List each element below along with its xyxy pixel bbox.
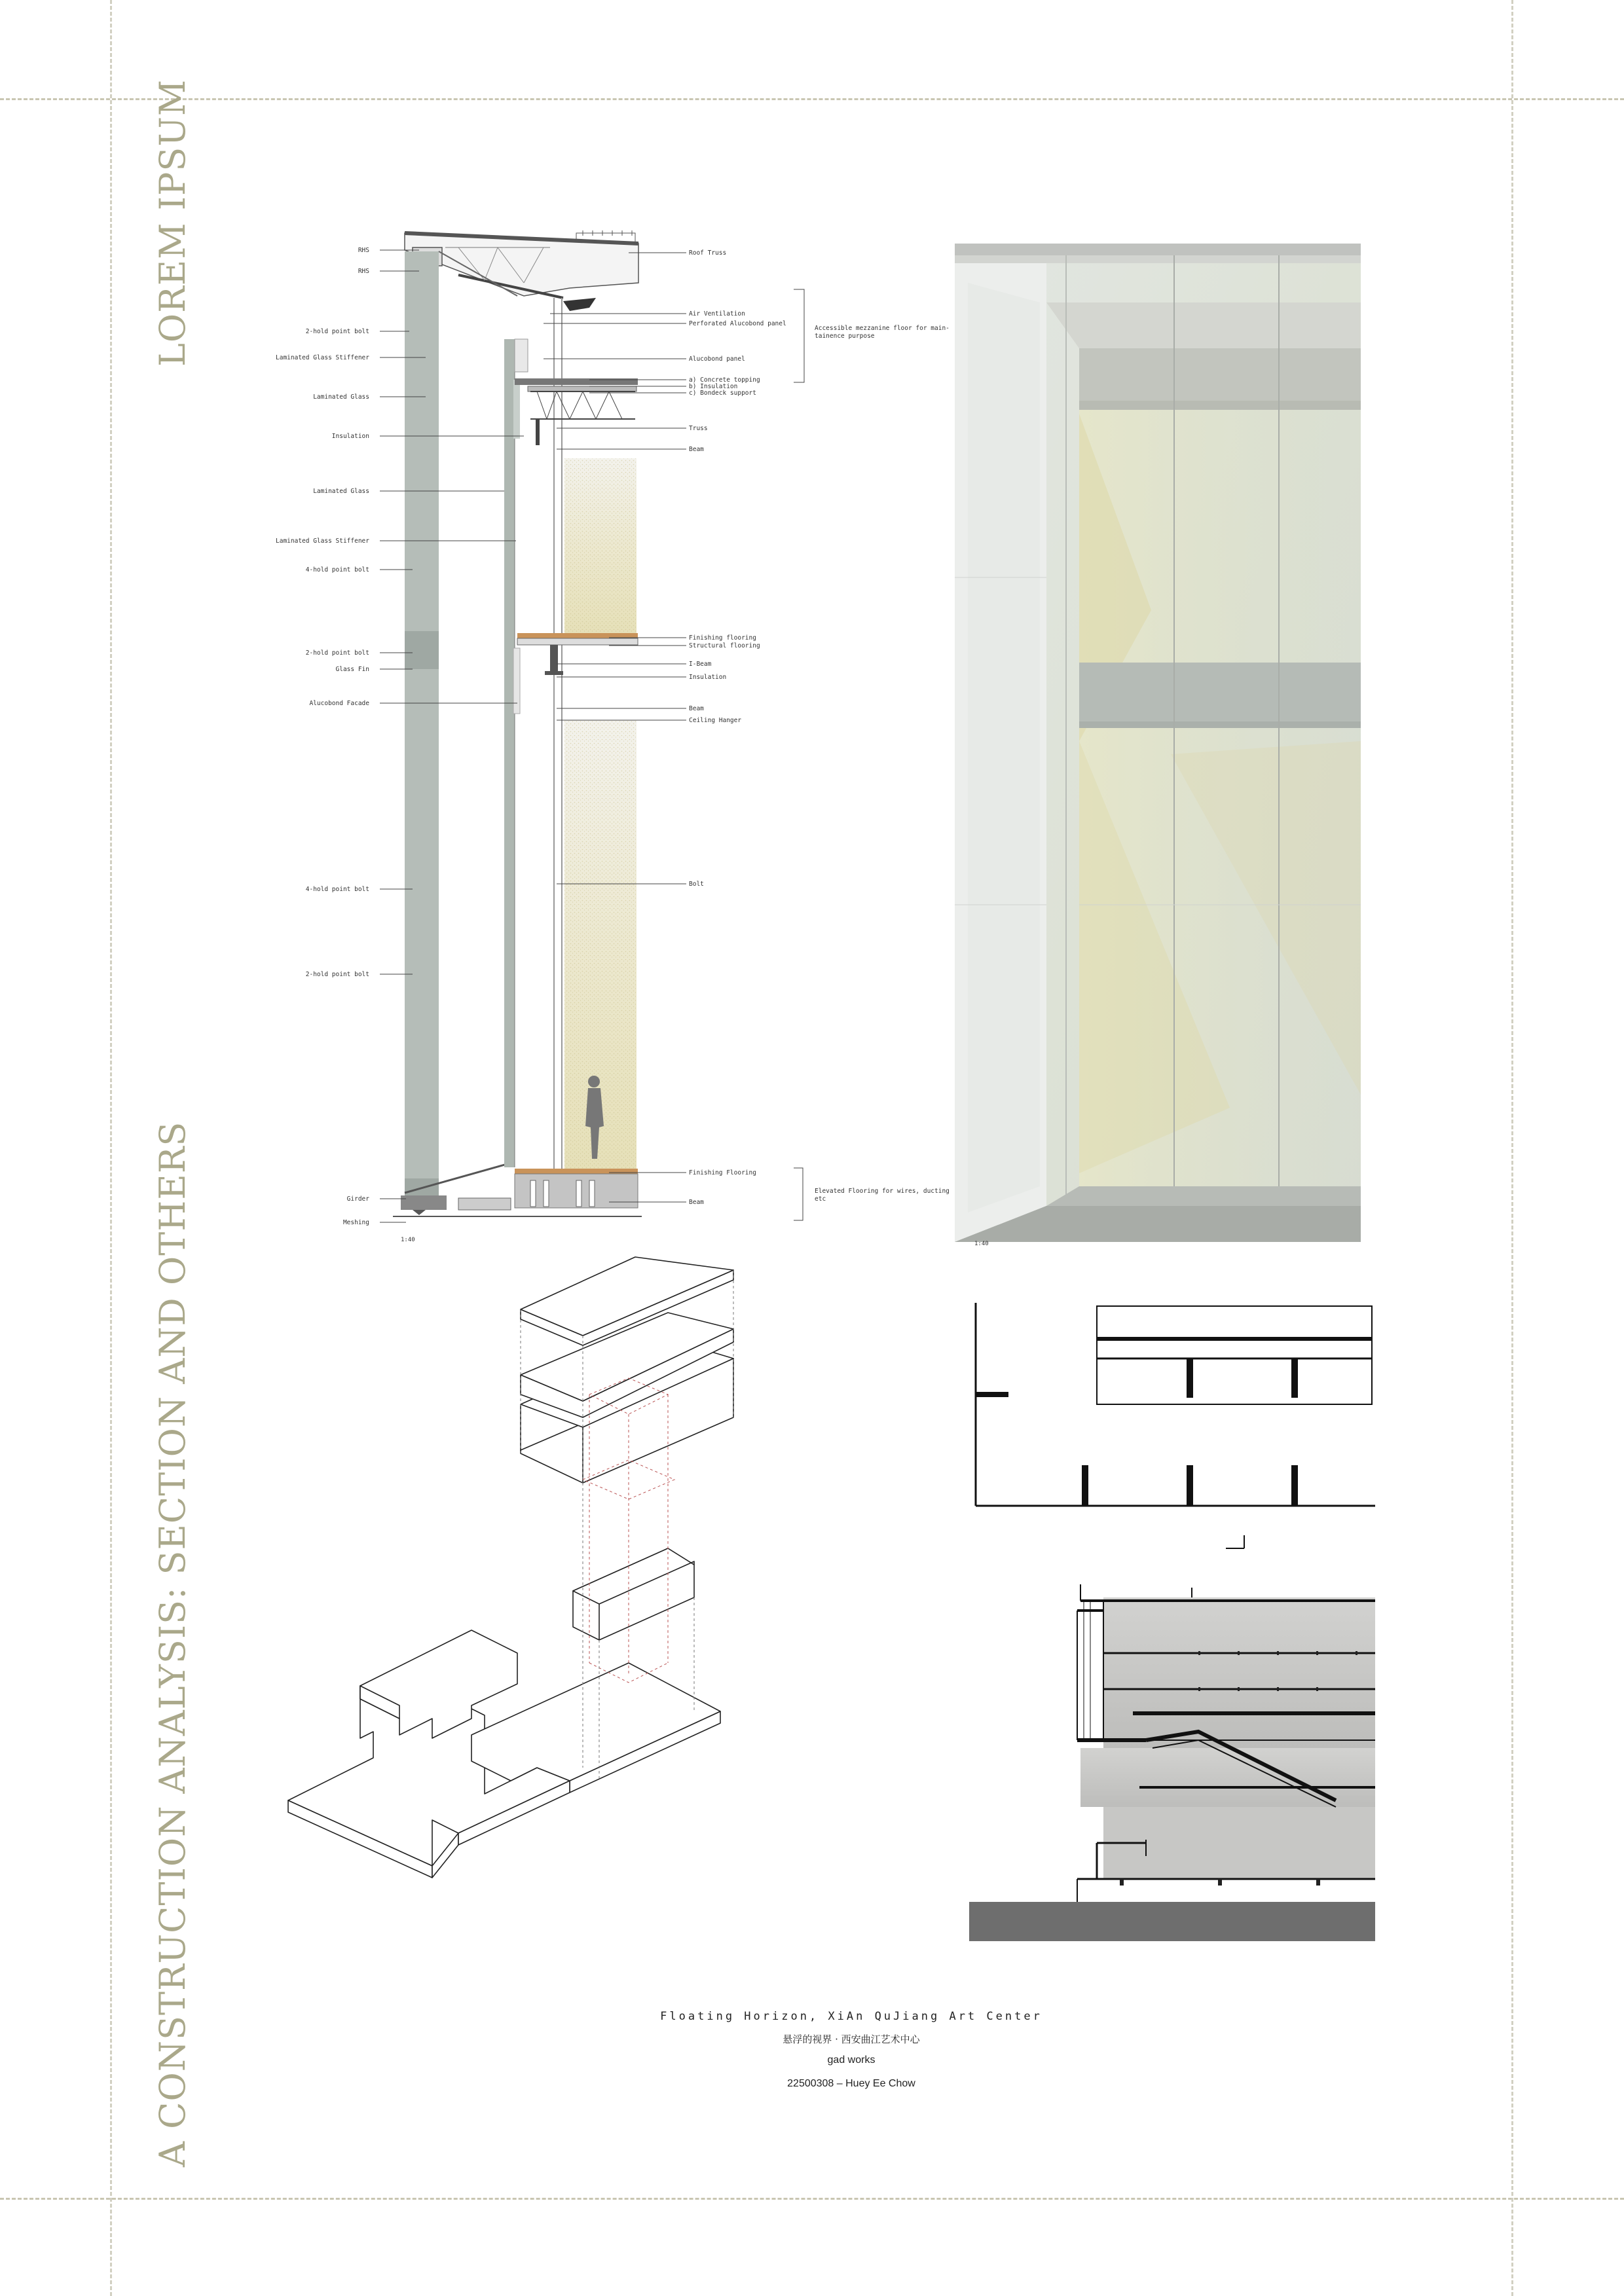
label-4-hold-bolt-1: 4-hold point bolt — [305, 566, 369, 574]
render-scale: 1:40 — [974, 1241, 989, 1247]
note-elevated-1: Elevated Flooring for wires, ducting — [815, 1188, 950, 1195]
section-labels-right — [689, 249, 950, 1206]
label-structural-flooring: Structural flooring — [689, 642, 760, 649]
side-title-top: LOREM IPSUM — [152, 79, 193, 367]
section-labels-left — [276, 247, 369, 1226]
label-meshing: Meshing — [342, 1219, 369, 1226]
student-id: 22500308 – Huey Ee Chow — [787, 2078, 915, 2089]
project-title-en: Floating Horizon, XiAn QuJiang Art Center — [660, 2010, 1043, 2023]
label-bondeck-support: c) Bondeck support — [689, 390, 756, 397]
label-2-hold-bolt-3: 2-hold point bolt — [305, 971, 369, 978]
label-insulation-left: Insulation — [331, 433, 369, 440]
label-rhs-1: RHS — [358, 247, 369, 254]
label-insulation-right: Insulation — [689, 674, 727, 681]
note-elevated-2: etc — [815, 1195, 826, 1203]
label-laminated-glass-2: Laminated Glass — [313, 488, 369, 495]
label-air-ventilation: Air Ventilation — [689, 310, 745, 318]
interior-render — [955, 244, 1361, 1245]
label-ceiling-hanger: Ceiling Hanger — [689, 717, 742, 724]
project-title-cn: 悬浮的视界 · 西安曲江艺术中心 — [783, 2033, 920, 2045]
detail-elevation-diagram — [969, 1303, 1375, 1552]
intermediate-floor — [517, 633, 638, 675]
label-glass-stiffener-2: Laminated Glass Stiffener — [276, 538, 369, 545]
roof-assembly — [405, 230, 638, 311]
label-concrete-topping: a) Concrete topping — [689, 376, 760, 384]
label-roof-truss: Roof Truss — [689, 249, 727, 257]
outer-glass-wall — [405, 251, 439, 1194]
firm-name: gad works — [827, 2054, 876, 2066]
label-2-hold-bolt-2: 2-hold point bolt — [305, 649, 369, 657]
label-glass-stiffener-1: Laminated Glass Stiffener — [276, 354, 369, 361]
label-perforated-alucobond: Perforated Alucobond panel — [689, 320, 786, 327]
exploded-axonometric — [275, 1257, 773, 2023]
detail-section-drawing — [969, 1584, 1375, 1951]
label-glass-fin: Glass Fin — [335, 666, 369, 673]
label-beam-1: Beam — [689, 446, 704, 453]
label-insulation-b: b) Insulation — [689, 383, 738, 390]
label-i-beam: I-Beam — [689, 661, 712, 668]
label-truss: Truss — [689, 425, 708, 432]
label-bolt: Bolt — [689, 881, 704, 888]
render-scale-label — [974, 1237, 1014, 1250]
label-4-hold-bolt-2: 4-hold point bolt — [305, 886, 369, 893]
label-alucobond-facade: Alucobond Facade — [309, 700, 369, 707]
inner-glass-wall — [504, 339, 515, 1167]
label-finishing-flooring-2: Finishing Flooring — [689, 1169, 756, 1176]
label-rhs-2: RHS — [358, 268, 369, 275]
note-mezzanine-2: tainence purpose — [815, 333, 875, 340]
note-mezzanine-1: Accessible mezzanine floor for main- — [815, 325, 950, 332]
label-2-hold-bolt-1: 2-hold point bolt — [305, 328, 369, 335]
side-title-main: A CONSTRUCTION ANALYSIS: SECTION AND OTHERS — [152, 1121, 193, 2167]
mezzanine-floor — [515, 378, 638, 445]
label-laminated-glass-1: Laminated Glass — [313, 393, 369, 401]
label-girder: Girder — [346, 1195, 369, 1203]
leader-lines-left — [380, 250, 524, 1222]
section-scale: 1:40 — [401, 1237, 415, 1243]
label-beam-3: Beam — [689, 1199, 704, 1206]
label-alucobond-panel: Alucobond panel — [689, 355, 745, 363]
label-beam-2: Beam — [689, 705, 704, 712]
label-finishing-flooring-1: Finishing flooring — [689, 634, 756, 642]
